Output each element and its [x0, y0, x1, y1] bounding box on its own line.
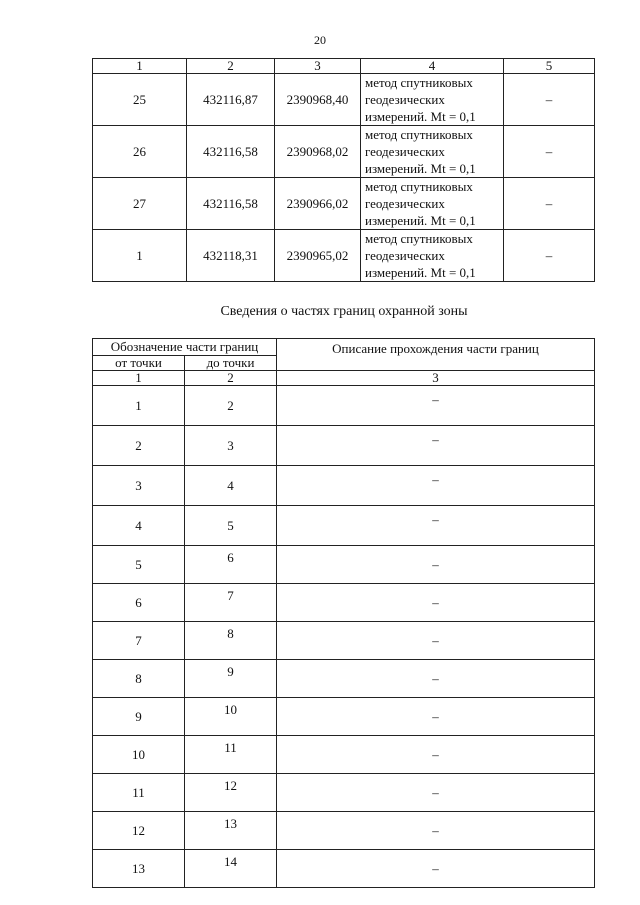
description-header: Описание прохождения части границ: [277, 339, 595, 371]
method-line: метод спутниковых: [365, 231, 473, 246]
to-point: 14: [185, 850, 277, 888]
to-point-header: до точки: [185, 356, 277, 371]
to-point: 13: [185, 812, 277, 850]
note-cell: –: [504, 230, 595, 282]
point-number: 26: [93, 126, 187, 178]
method-line: геодезических: [365, 92, 445, 107]
coord-x: 432116,58: [187, 178, 275, 230]
to-point: 3: [185, 426, 277, 466]
method-line: измерений. Mt = 0,1: [365, 161, 476, 176]
method-line: геодезических: [365, 196, 445, 211]
from-point: 11: [93, 774, 185, 812]
note-cell: –: [504, 74, 595, 126]
method-line: геодезических: [365, 144, 445, 159]
to-point: 5: [185, 506, 277, 546]
table-row: [93, 178, 595, 230]
from-point: 5: [93, 546, 185, 584]
table-row: [93, 426, 595, 466]
point-number: 25: [93, 74, 187, 126]
from-point: 10: [93, 736, 185, 774]
table-row: [93, 736, 595, 774]
table-row: [93, 546, 595, 584]
from-point: 7: [93, 622, 185, 660]
description: –: [277, 426, 595, 466]
col-number-3: 3: [277, 371, 595, 386]
method-line: метод спутниковых: [365, 75, 473, 90]
designation-header: Обозначение части границ: [93, 339, 277, 356]
from-point-header: от точки: [93, 356, 185, 371]
description: –: [277, 736, 595, 774]
point-number: 1: [93, 230, 187, 282]
table-row: [93, 698, 595, 736]
table-row: [93, 660, 595, 698]
table-row: [93, 74, 595, 126]
table-row: [93, 230, 595, 282]
description: –: [277, 546, 595, 584]
description: –: [277, 466, 595, 506]
coordinates-header-row: [93, 59, 595, 74]
to-point: 12: [185, 774, 277, 812]
description: –: [277, 812, 595, 850]
coord-y: 2390965,02: [275, 230, 361, 282]
coord-x: 432116,87: [187, 74, 275, 126]
table-row: [93, 812, 595, 850]
from-point: 3: [93, 466, 185, 506]
section-title: Сведения о частях границ охранной зоны: [220, 304, 468, 319]
coord-y: 2390968,02: [275, 126, 361, 178]
description: –: [277, 850, 595, 888]
method-cell: [361, 126, 504, 178]
col-number-1: 1: [93, 371, 185, 386]
table-row: [93, 622, 595, 660]
description: –: [277, 386, 595, 426]
method-line: метод спутниковых: [365, 179, 473, 194]
header-row: [93, 339, 595, 356]
col-number-2: 2: [185, 371, 277, 386]
boundary-parts-table: [92, 338, 595, 888]
col-header-1: 1: [93, 59, 187, 74]
table-row: [93, 466, 595, 506]
table-row: [93, 386, 595, 426]
method-cell: [361, 74, 504, 126]
table-row: [93, 126, 595, 178]
from-point: 9: [93, 698, 185, 736]
coord-x: 432116,58: [187, 126, 275, 178]
col-header-2: 2: [187, 59, 275, 74]
from-point: 8: [93, 660, 185, 698]
from-point: 12: [93, 812, 185, 850]
coordinates-table: [92, 58, 595, 282]
method-cell: [361, 230, 504, 282]
coord-y: 2390968,40: [275, 74, 361, 126]
method-cell: [361, 178, 504, 230]
description: –: [277, 622, 595, 660]
method-line: геодезических: [365, 248, 445, 263]
col-header-5: 5: [504, 59, 595, 74]
to-point: 6: [185, 546, 277, 584]
description: –: [277, 660, 595, 698]
description: –: [277, 698, 595, 736]
from-point: 13: [93, 850, 185, 888]
from-point: 6: [93, 584, 185, 622]
coord-y: 2390966,02: [275, 178, 361, 230]
method-line: измерений. Mt = 0,1: [365, 213, 476, 228]
from-point: 4: [93, 506, 185, 546]
method-line: измерений. Mt = 0,1: [365, 265, 476, 280]
from-point: 2: [93, 426, 185, 466]
description: –: [277, 584, 595, 622]
method-line: измерений. Mt = 0,1: [365, 109, 476, 124]
table-row: [93, 584, 595, 622]
to-point: 4: [185, 466, 277, 506]
table-row: [93, 506, 595, 546]
col-header-4: 4: [361, 59, 504, 74]
method-line: метод спутниковых: [365, 127, 473, 142]
to-point: 9: [185, 660, 277, 698]
from-point: 1: [93, 386, 185, 426]
point-number: 27: [93, 178, 187, 230]
description: –: [277, 506, 595, 546]
column-number-row: [93, 371, 595, 386]
description: –: [277, 774, 595, 812]
to-point: 2: [185, 386, 277, 426]
to-point: 11: [185, 736, 277, 774]
note-cell: –: [504, 126, 595, 178]
table-row: [93, 850, 595, 888]
note-cell: –: [504, 178, 595, 230]
col-header-3: 3: [275, 59, 361, 74]
table-row: [93, 774, 595, 812]
to-point: 8: [185, 622, 277, 660]
to-point: 7: [185, 584, 277, 622]
coord-x: 432118,31: [187, 230, 275, 282]
to-point: 10: [185, 698, 277, 736]
page-number: 20: [314, 33, 326, 47]
